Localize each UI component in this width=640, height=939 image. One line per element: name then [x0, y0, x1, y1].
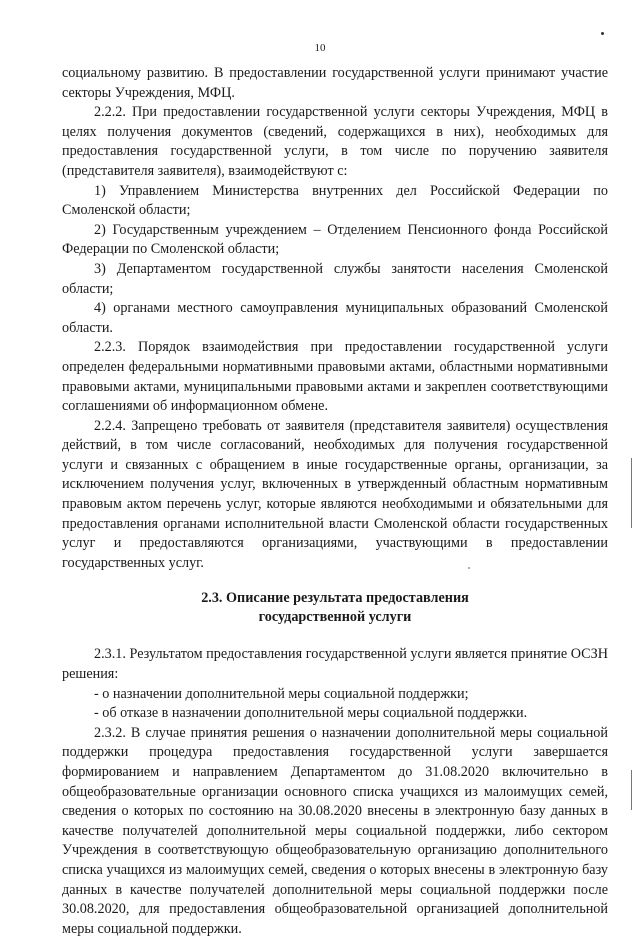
- document-body: [62, 64, 608, 939]
- section-heading-line-2: государственной услуги: [258, 609, 412, 626]
- list-item-2: 2) Государственным учреждением – Отделением Пенсионного фонда Российской Федерации по Смоленской области;: [62, 221, 608, 258]
- scan-edge-line-lower: [631, 770, 632, 810]
- paragraph-2-3-2: 2.3.2. В случае принятия решения о назначении дополнительной меры социальной поддержки процедура предоставления государственной услуги завершается формированием и направлением Департаментом до 31.08.2020 включительно в общеобразовательные организации основного списка учащихся из малоимущих семей, сведения о которых по состоянию на 30.08.2020 внесены в электронную базу данных в качестве получателей дополнительной меры социальной поддержки, либо сектором Учреждения в соответствующую общеобразовательную организацию дополнительного списка учащихся из малоимущих семей, сведения о которых внесены в электронную базу данных в качестве получателей дополнительной меры социальной поддержки после 30.08.2020, для предоставления общеобразовательной организацией дополнительной меры социальной поддержки.: [62, 724, 608, 937]
- list-item-1: 1) Управлением Министерства внутренних дел Российской Федерации по Смоленской области;: [62, 182, 608, 219]
- scan-artifact-dot-small: [468, 567, 470, 569]
- page-number: 10: [314, 42, 326, 54]
- scan-edge-line: [631, 458, 632, 528]
- result-option-assign: - о назначении дополнительной меры социальной поддержки;: [94, 685, 469, 702]
- section-heading: [62, 589, 608, 627]
- result-option-refuse: - об отказе в назначении дополнительной меры социальной поддержки.: [94, 705, 528, 722]
- list-item-3: 3) Департаментом государственной службы занятости населения Смоленской области;: [62, 260, 608, 297]
- scan-artifact-dot: [601, 32, 604, 35]
- section-heading-line-1: 2.3. Описание результата предоставления: [201, 590, 469, 607]
- paragraph-2-2-3: 2.2.3. Порядок взаимодействия при предоставлении государственной услуги определен федеральными нормативными правовыми актами, областными нормативными правовыми актами, муниципальными правовыми актами и закреплен соответствующими соглашениями об информационном обмене.: [62, 339, 608, 415]
- paragraph-continuation: социальному развитию. В предоставлении государственной услуги принимают участие секторы Учреждения, МФЦ.: [62, 65, 608, 101]
- list-item-4: 4) органами местного самоуправления муниципальных образований Смоленской области.: [62, 300, 608, 336]
- paragraph-2-3-1: 2.3.1. Результатом предоставления государственной услуги является принятие ОСЗН решения:: [62, 646, 608, 683]
- paragraph-2-2-2: 2.2.2. При предоставлении государственной услуги секторы Учреждения, МФЦ в целях получения документов (сведений, содержащихся в них), необходимых для предоставления государственной услуги, в том числе по поручению заявителя (представителя заявителя), взаимодействуют с:: [62, 104, 608, 179]
- paragraph-2-2-4: 2.2.4. Запрещено требовать от заявителя (представителя заявителя) осуществления действий, в том числе согласований, необходимых для получения государственной услуги и связанных с обращением в иные государственные органы, организации, за исключением получения услуг, включенных в утвержденный областным нормативным правовым актом перечень услуг, которые являются необходимыми и обязательными для предоставления органами исполнительной власти Смоленской области государственных услуг и предоставляются организациями, участвующими в предоставлении государственных услуг.: [62, 417, 608, 571]
